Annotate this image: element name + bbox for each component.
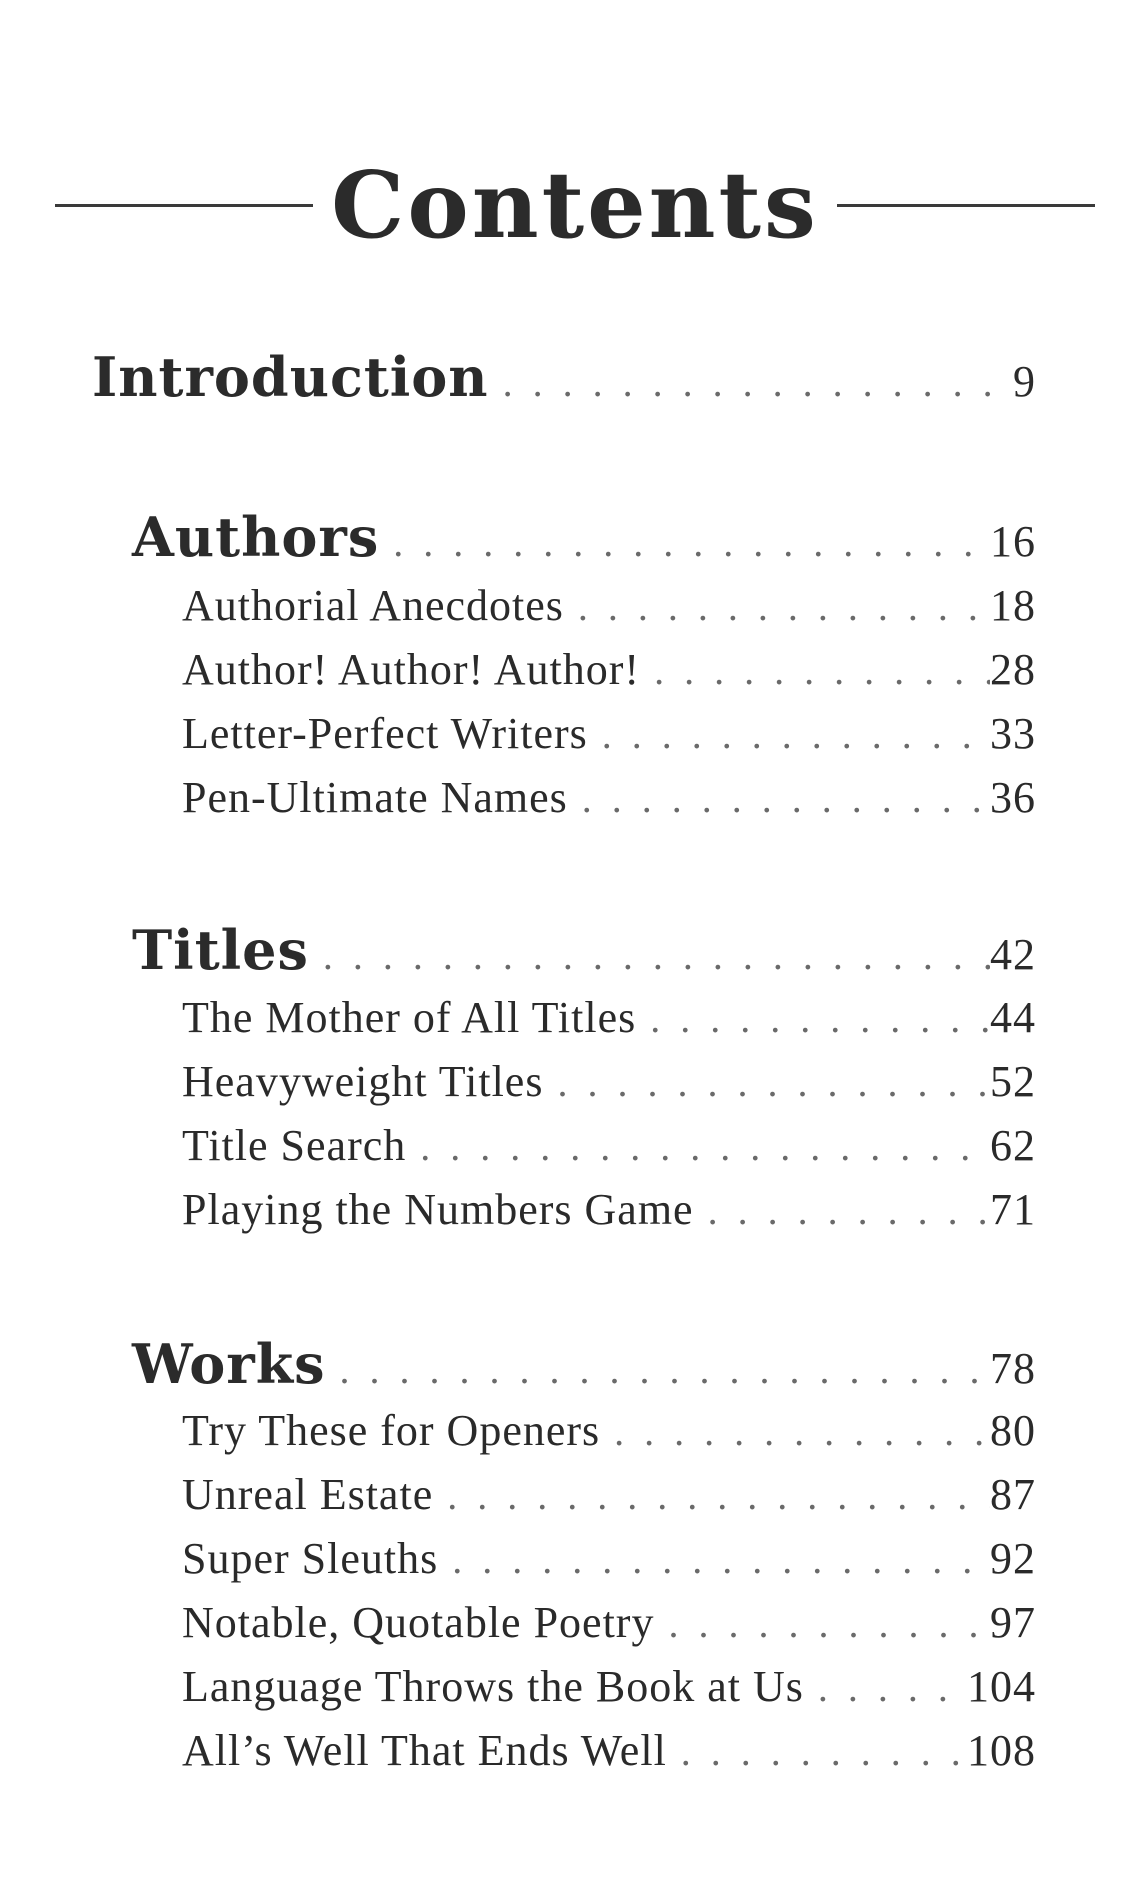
- toc-page-number: 87: [990, 1470, 1036, 1519]
- dot-leader: [694, 1187, 990, 1234]
- toc-page-number: 62: [990, 1121, 1036, 1170]
- toc-page-number: 104: [967, 1662, 1036, 1711]
- toc-entry-label: Pen-Ultimate Names: [182, 773, 568, 822]
- toc-entry-label: Letter-Perfect Writers: [182, 709, 588, 758]
- toc-page-number: 18: [990, 581, 1036, 630]
- dot-leader: [654, 1600, 990, 1647]
- toc-entry[interactable]: [182, 580, 1036, 631]
- toc-entry-label: Authorial Anecdotes: [182, 581, 564, 630]
- toc-section-titles[interactable]: [132, 918, 1036, 982]
- toc-entry-label: Authors: [132, 505, 380, 569]
- toc-entry-label: The Mother of All Titles: [182, 993, 637, 1042]
- toc-entry[interactable]: [182, 1405, 1036, 1456]
- toc-section-authors[interactable]: [132, 505, 1036, 569]
- toc-entry[interactable]: [182, 992, 1036, 1043]
- toc-entry-label: Author! Author! Author!: [182, 645, 641, 694]
- page-title: Contents: [331, 151, 819, 259]
- toc-entry-label: Playing the Numbers Game: [182, 1185, 694, 1234]
- toc-entry[interactable]: [182, 644, 1036, 695]
- dot-leader: [640, 647, 990, 694]
- contents-header: [55, 150, 1095, 260]
- toc-entry-label: Language Throws the Book at Us: [182, 1662, 804, 1711]
- dot-leader: [326, 1346, 990, 1393]
- toc-entry[interactable]: [182, 1597, 1036, 1648]
- toc-page-number: 9: [1013, 357, 1036, 406]
- toc-entry[interactable]: [182, 772, 1036, 823]
- toc-page-number: 28: [990, 645, 1036, 694]
- toc-entry[interactable]: [182, 1533, 1036, 1584]
- toc-page-number: 16: [990, 517, 1036, 566]
- toc-entry-label: Try These for Openers: [182, 1406, 601, 1455]
- toc-page-number: 97: [990, 1598, 1036, 1647]
- toc-entry[interactable]: [182, 1725, 1036, 1776]
- toc-page-number: 44: [990, 993, 1036, 1042]
- toc-page-number: 71: [990, 1185, 1036, 1234]
- dot-leader: [309, 932, 990, 979]
- dot-leader: [804, 1664, 967, 1711]
- toc-entry-label: Works: [132, 1332, 326, 1396]
- dot-leader: [379, 519, 990, 566]
- toc-entry[interactable]: [182, 1469, 1036, 1520]
- toc-entry[interactable]: [182, 1661, 1036, 1712]
- toc-entry-label: Titles: [132, 918, 309, 982]
- toc-entry[interactable]: [182, 708, 1036, 759]
- toc-entry-label: Notable, Quotable Poetry: [182, 1598, 655, 1647]
- dot-leader: [667, 1728, 967, 1775]
- right-rule: [837, 204, 1095, 207]
- dot-leader: [406, 1123, 990, 1170]
- toc-entry-label: Super Sleuths: [182, 1534, 439, 1583]
- toc-page-number: 33: [990, 709, 1036, 758]
- toc-entry-label: Heavyweight Titles: [182, 1057, 544, 1106]
- toc-entry[interactable]: [182, 1120, 1036, 1171]
- toc-entry-label: Title Search: [182, 1121, 407, 1170]
- dot-leader: [433, 1472, 990, 1519]
- toc-entry-label: Introduction: [92, 345, 489, 409]
- dot-leader: [636, 995, 990, 1042]
- dot-leader: [568, 775, 990, 822]
- toc-page-number: 78: [990, 1344, 1036, 1393]
- dot-leader: [600, 1408, 990, 1455]
- dot-leader: [489, 359, 1013, 406]
- toc-entry[interactable]: [182, 1056, 1036, 1107]
- left-rule: [55, 204, 313, 207]
- dot-leader: [588, 711, 990, 758]
- toc-page-number: 108: [967, 1726, 1036, 1775]
- toc-page-number: 92: [990, 1534, 1036, 1583]
- toc-page-number: 36: [990, 773, 1036, 822]
- dot-leader: [564, 583, 990, 630]
- dot-leader: [543, 1059, 990, 1106]
- toc-entry-introduction[interactable]: [92, 345, 1036, 409]
- toc-entry-label: All’s Well That Ends Well: [182, 1726, 667, 1775]
- toc-page-number: 42: [990, 930, 1036, 979]
- toc-entry[interactable]: [182, 1184, 1036, 1235]
- toc-section-works[interactable]: [132, 1332, 1036, 1396]
- dot-leader: [438, 1536, 990, 1583]
- toc-page-number: 52: [990, 1057, 1036, 1106]
- toc-entry-label: Unreal Estate: [182, 1470, 434, 1519]
- toc-page-number: 80: [990, 1406, 1036, 1455]
